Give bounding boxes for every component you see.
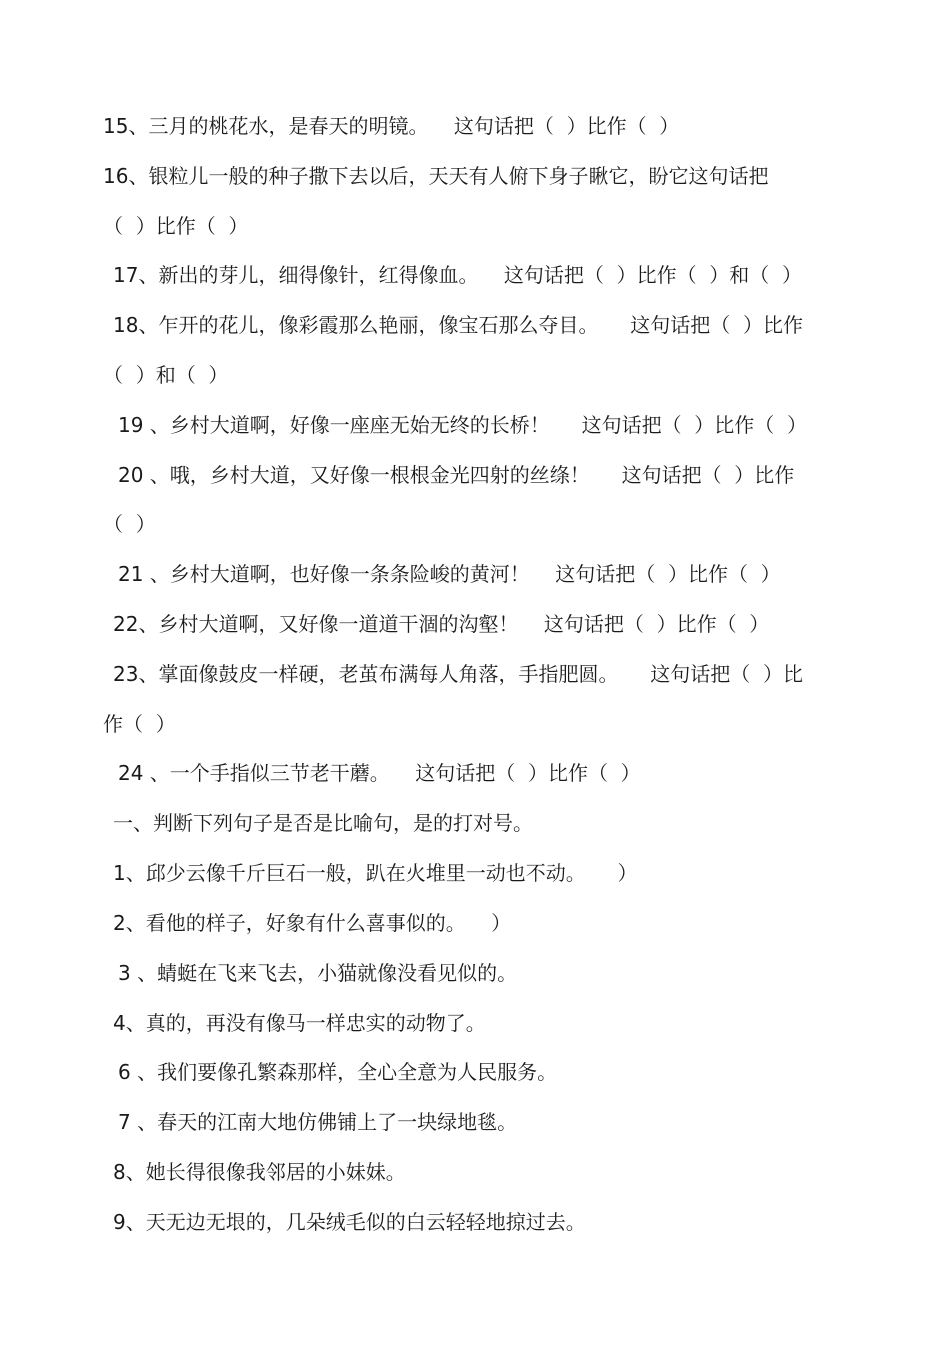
section-heading: 一、判断下列句子是否是比喻句，是的打对号。 [113,811,533,835]
question-20: 20 、哦，乡村大道，又好像一根根金光四射的丝绦！ 这句话把（ ）比作 [118,463,795,487]
judge-item-2: 2、看他的样子，好象有什么喜事似的。 ） [113,911,512,935]
question-24: 24 、一个手指似三节老干蘑。 这句话把（ ）比作（ ） [118,761,641,785]
question-21: 21 、乡村大道啊，也好像一条条险峻的黄河！ 这句话把（ ）比作（ ） [118,562,781,586]
question-16-continued: （ ）比作（ ） [103,214,249,238]
judge-item-1: 1、邱少云像千斤巨石一般，趴在火堆里一动也不动。 ） [113,861,638,885]
question-19: 19 、乡村大道啊，好像一座座无始无终的长桥！ 这句话把（ ）比作（ ） [118,413,808,437]
question-18-continued: （ ）和（ ） [103,363,229,387]
judge-item-3: 3 、蜻蜓在飞来飞去，小猫就像没看见似的。 [118,961,518,985]
question-17: 17、新出的芽儿，细得像针，红得像血。 这句话把（ ）比作（ ）和（ ） [113,263,803,287]
question-23-continued: 作（ ） [103,712,176,736]
judge-item-7: 7 、春天的江南大地仿佛铺上了一块绿地毯。 [118,1110,518,1134]
question-20-continued: （ ） [103,512,156,536]
question-15: 15、三月的桃花水，是春天的明镜。 这句话把（ ）比作（ ） [103,114,680,138]
question-16: 16、银粒儿一般的种子撒下去以后，天天有人俯下身子瞅它，盼它这句话把 [103,164,769,188]
question-22: 22、乡村大道啊，又好像一道道干涸的沟壑！ 这句话把（ ）比作（ ） [113,612,770,636]
question-18: 18、乍开的花儿，像彩霞那么艳丽，像宝石那么夺目。 这句话把（ ）比作 [113,313,803,337]
judge-item-8: 8、她长得很像我邻居的小妹妹。 [113,1160,406,1184]
judge-item-4: 4、真的，再没有像马一样忠实的动物了。 [113,1011,486,1035]
judge-item-6: 6 、我们要像孔繁森那样，全心全意为人民服务。 [118,1060,558,1084]
question-23: 23、掌面像鼓皮一样硬，老茧布满每人角落，手指肥圆。 这句话把（ ）比 [113,662,803,686]
judge-item-9: 9、天无边无垠的，几朵绒毛似的白云轻轻地掠过去。 [113,1210,586,1234]
